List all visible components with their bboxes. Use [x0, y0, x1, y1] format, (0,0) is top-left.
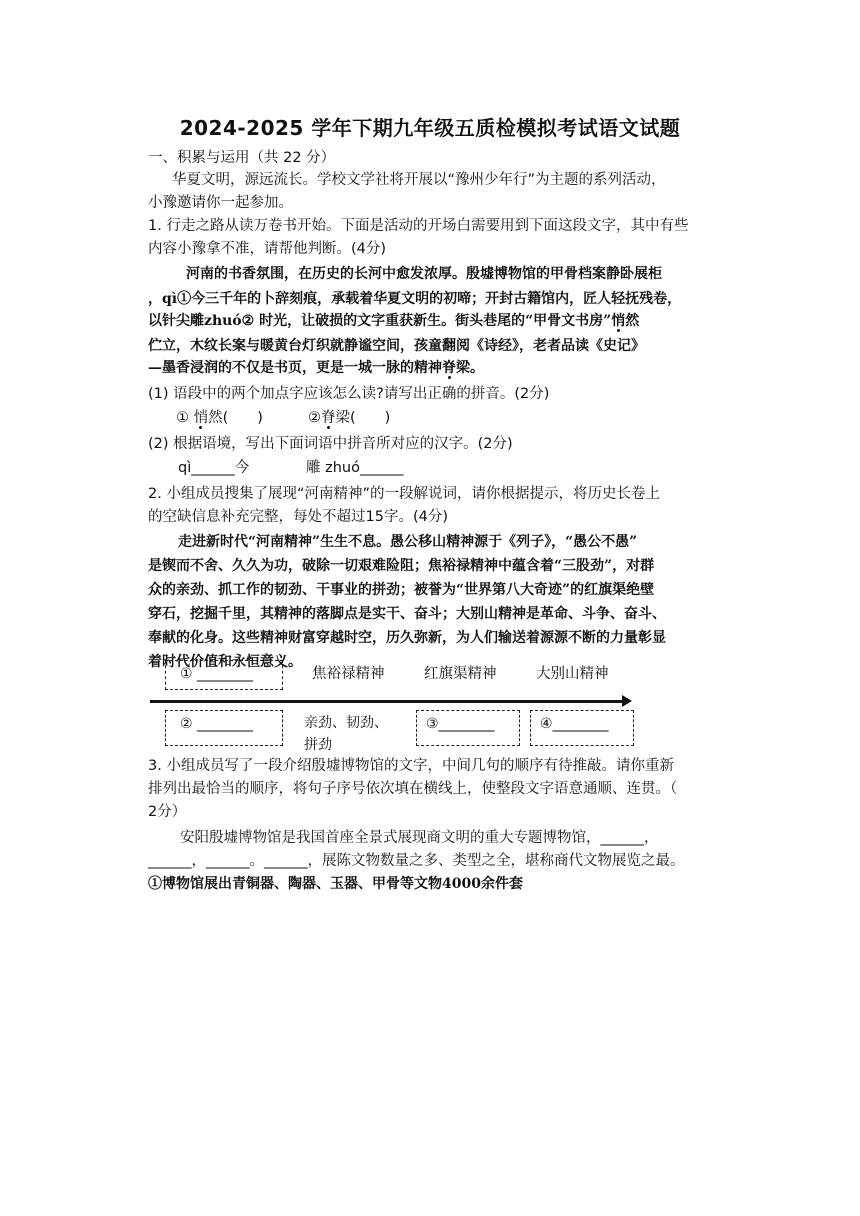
q1-stem-1: 1. 行走之路从读万卷书开始。下面是活动的开场白需要用到下面这段文字，其中有些: [148, 218, 689, 234]
q3-option-1: ①博物馆展出青铜器、陶器、玉器、甲骨等文物4000余件套: [148, 876, 523, 892]
q2-passage-line-3: 众的亲劲、抓工作的韧劲、干事业的拼劲；被誉为“世界第八大奇迹”的红旗渠绝壁: [148, 582, 655, 598]
emphasis-dot-char: 脊: [442, 360, 456, 376]
emphasis-dot-char: 脊: [321, 410, 336, 426]
q3-stem-3: 2分）: [148, 804, 187, 820]
q3-passage-line-2: ______，______。______，展陈文物数量之多、类型之全，堪称商代文物展览之最。: [148, 853, 685, 869]
q2-passage-line-2: 是锲而不舍、久久为功，破除一切艰难险阻；焦裕禄精神中蕴含着“三股劲”，对群: [148, 558, 655, 574]
q1-sub1-answer-b[interactable]: ②脊梁( ): [308, 410, 391, 426]
jiaoyulu-detail-1: 亲劲、韧劲、: [304, 715, 388, 731]
spirit-dabieshan: 大别山精神: [536, 666, 609, 682]
spirit-hongqiqu: 红旗渠精神: [424, 666, 497, 682]
blank-4-label: ④________: [540, 716, 609, 732]
q3-stem-1: 3. 小组成员写了一段介绍殷墟博物馆的文字，中间几句的顺序有待推敲。请你重新: [148, 758, 674, 774]
q2-stem-1: 2. 小组成员搜集了展现“河南精神”的一段解说词，请你根据提示，将历史长卷上: [148, 486, 660, 502]
blank-1-label: ① ________: [180, 666, 254, 682]
spirit-jiaoyulu: 焦裕禄精神: [312, 666, 385, 682]
q2-passage-line-4: 穿石，挖掘千里，其精神的落脚点是实干、奋斗；大别山精神是革命、斗争、奋斗、: [148, 606, 666, 622]
blank-3-label: ③________: [426, 716, 495, 732]
q2-passage-line-1: 走进新时代“河南精神”生生不息。愚公移山精神源于《列子》，“愚公不愚”: [178, 534, 638, 550]
q1-passage-line-2: ，qì①今三千年的卜辞刻痕，承载着华夏文明的初啼；开封古籍馆内，匠人轻抚残卷，: [148, 291, 682, 307]
q1-sub1-answer-a[interactable]: ① 悄然( ): [176, 410, 263, 426]
q1-passage-line-1: 河南的书香氛围，在历史的长河中愈发浓厚。殷墟博物馆的甲骨档案静卧展柜: [186, 266, 662, 282]
q1-passage-line-4: 伫立，木纹长案与暖黄台灯织就静谧空间，孩童翻阅《诗经》，老者品读《史记》: [148, 338, 645, 354]
q1-stem-2: 内容小豫拿不准，请帮他判断。(4分): [148, 241, 387, 257]
intro-line-1: 华夏文明，源远流长。学校文学社将开展以“豫州少年行”为主题的系列活动，: [172, 172, 666, 188]
q3-stem-2: 排列出最恰当的顺序，将句子序号依次填在横线上，使整段文字语意通顺、连贯。（: [148, 781, 678, 797]
q1-sub2-answer-b[interactable]: 雕 zhuó______: [306, 460, 404, 476]
q1-sub2-stem: (2) 根据语境，写出下面词语中拼音所对应的汉字。(2分): [148, 436, 513, 452]
q1-passage-line-5: —墨香浸润的不仅是书页，更是一城一脉的精神脊梁。: [148, 360, 484, 376]
section-heading: 一、积累与运用（共 22 分）: [148, 150, 336, 166]
arrow-right-icon: [622, 695, 632, 707]
emphasis-dot-char: 悄: [611, 313, 626, 329]
emphasis-dot-char: 悄: [193, 410, 209, 426]
q2-stem-2: 的空缺信息补充完整，每处不超过15字。(4分): [148, 509, 448, 525]
q2-passage-line-6: 着时代价值和永恒意义。: [148, 654, 302, 670]
page-title: 2024-2025 学年下期九年级五质检模拟考试语文试题: [179, 116, 681, 140]
jiaoyulu-detail-2: 拼劲: [304, 737, 332, 753]
q3-passage-line-1: 安阳殷墟博物馆是我国首座全景式展现商文明的重大专题博物馆，______，: [180, 830, 659, 846]
timeline-arrow-line: [150, 700, 624, 703]
q2-passage-line-5: 奉献的化身。这些精神财富穿越时空，历久弥新，为人们输送着源源不断的力量彰显: [148, 630, 666, 646]
intro-line-2: 小豫邀请你一起参加。: [148, 195, 293, 211]
q1-passage-line-3: 以针尖雕zhuó② 时光，让破损的文字重获新生。街头巷尾的“甲骨文书房”悄然: [148, 313, 640, 329]
q1-sub1-stem: (1) 语段中的两个加点字应该怎么读?请写出正确的拼音。(2分): [148, 386, 550, 402]
blank-2-label: ② ________: [180, 716, 254, 732]
q1-sub2-answer-a[interactable]: qì______今: [178, 460, 250, 476]
